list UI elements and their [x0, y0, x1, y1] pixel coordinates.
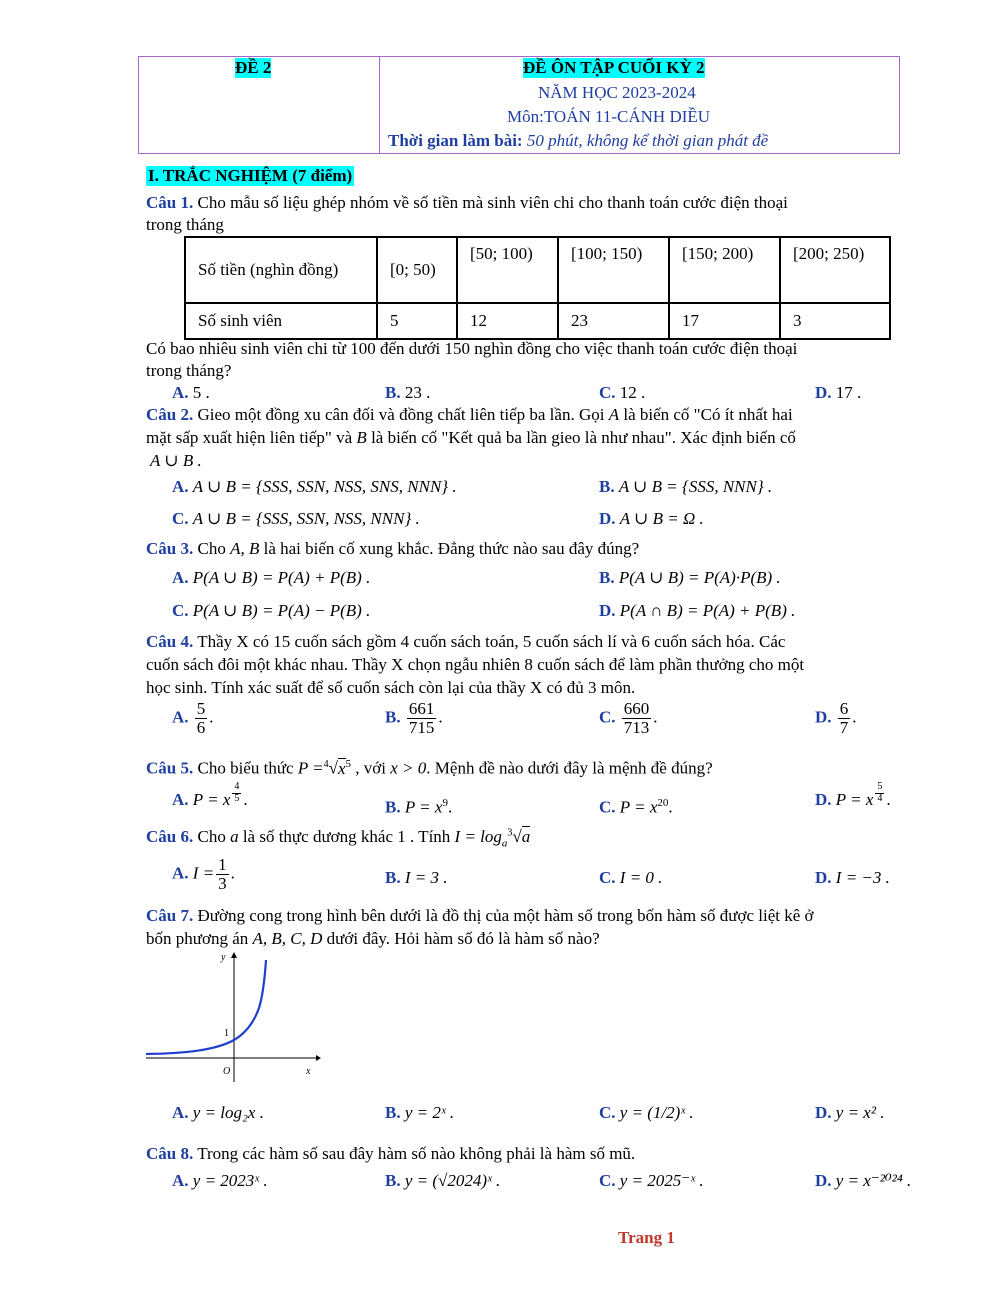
q4-answer-c[interactable]: C. $\frac{660}{713}$ . — [599, 699, 658, 737]
q6-answer-c[interactable]: C. I = 0 . — [599, 868, 663, 887]
q1-line1 — [146, 193, 788, 213]
q1-text2: trong tháng — [146, 215, 224, 234]
q7-answer-a[interactable]: A. y = log₂x . — [172, 1103, 264, 1122]
table-cell: Số tiền (nghìn đồng) — [185, 237, 377, 303]
q2-expr: A ∪ B . — [150, 451, 202, 470]
q4-line3: học sinh. Tính xác suất để số cuốn sách còn lại của thầy X có đủ 3 môn. — [146, 678, 636, 697]
q5-line: Câu 5. Cho biểu thức $P =^4√x^5$ , với x > 0. Mệnh đề nào dưới đây là mệnh đề đúng? — [146, 758, 713, 778]
q6-answer-b[interactable]: B. I = 3 . — [385, 868, 448, 887]
q3-answer-c[interactable]: C. P(A ∪ B) = P(A) − P(B) . — [172, 601, 371, 620]
x-axis-arrow — [316, 1055, 321, 1061]
q7-line1: Câu 7. Đường cong trong hình bên dưới là đồ thị của một hàm số trong bốn hàm số được liệt kê ở — [146, 906, 814, 925]
q2-answer-b[interactable]: B. A ∪ B = {SSS, NNN} . — [599, 477, 773, 496]
q4-line2: cuốn sách đôi một khác nhau. Thầy X chọn ngẫu nhiên 8 cuốn sách để làm phần thưởng cho một — [146, 655, 805, 674]
q1-label: Câu 1. — [146, 193, 194, 212]
origin-label: O — [223, 1066, 231, 1077]
q6-answer-d[interactable]: D. I = −3 . — [815, 868, 890, 887]
q1-answer-b[interactable]: B. 23 . — [385, 383, 431, 402]
table-cell: 23 — [558, 303, 669, 339]
one-label: 1 — [224, 1028, 229, 1039]
q5-answer-b[interactable]: B. $P = x^9$. — [385, 797, 453, 817]
q3-answer-d[interactable]: D. P(A ∩ B) = P(A) + P(B) . — [599, 601, 796, 620]
q7-answer-d[interactable]: D. y = x² . — [815, 1103, 885, 1122]
q2-answer-d[interactable]: D. A ∪ B = Ω . — [599, 509, 704, 528]
q4-line1: Câu 4. Thầy X có 15 cuốn sách gồm 4 cuốn sách toán, 5 cuốn sách lí và 6 cuốn sách hóa. Các — [146, 632, 786, 651]
q2-line1: Câu 2. Gieo một đồng xu cân đối và đồng chất liên tiếp ba lần. Gọi A là biến cố "Có ít nhất hai — [146, 405, 793, 424]
table-cell: 5 — [377, 303, 457, 339]
table-row — [185, 237, 890, 303]
x-label: x — [306, 1066, 311, 1077]
q3-answer-b[interactable]: B. P(A ∪ B) = P(A)·P(B) . — [599, 568, 781, 587]
q2-answer-a[interactable]: A. A ∪ B = {SSS, SSN, NSS, SNS, NNN} . — [172, 477, 457, 496]
q4-answer-a[interactable]: A. $\frac{5}{6}$ . — [172, 699, 214, 737]
table-cell: Số sinh viên — [185, 303, 377, 339]
q4-answer-d[interactable]: D. $\frac{6}{7}$ . — [815, 699, 857, 737]
exam-code: ĐỀ 2 — [235, 58, 272, 77]
school-year: NĂM HỌC 2023-2024 — [538, 83, 696, 102]
q6-line: Câu 6. Cho a là số thực dương khác 1 . Tính $I = \log_a^3√a$ — [146, 827, 531, 850]
y-axis-arrow — [231, 952, 237, 958]
q8-line: Câu 8. Trong các hàm số sau đây hàm số nào không phải là hàm số mũ. — [146, 1144, 636, 1163]
q3-answer-a[interactable]: A. P(A ∪ B) = P(A) + P(B) . — [172, 568, 371, 587]
q4-answer-b[interactable]: B. $\frac{661}{715}$ . — [385, 699, 443, 737]
q2-line2: mặt sấp xuất hiện liên tiếp" và B là biến cố "Kết quả ba lần gieo là như nhau". Xác định biến cố — [146, 428, 796, 447]
q5-answer-c[interactable]: C. $P = x^{20}$. — [599, 797, 673, 817]
q1-table — [184, 236, 891, 340]
q1-text1: Cho mẫu số liệu ghép nhóm về số tiền mà sinh viên chi cho thanh toán cước điện thoại — [197, 193, 788, 212]
q6-answer-a[interactable]: A. I = $\frac{1}{3}$ . — [172, 855, 235, 893]
table-cell: [150; 200) — [669, 237, 780, 303]
q3-line: Câu 3. Cho A, B là hai biến cố xung khắc. Đẳng thức nào sau đây đúng? — [146, 539, 640, 558]
q5-answer-a[interactable]: A. P = x $\frac{4}{5}$ . — [172, 781, 248, 809]
q8-answer-d[interactable]: D. y = x⁻²⁰²⁴ . — [815, 1171, 912, 1190]
table-cell: [0; 50) — [377, 237, 457, 303]
q1-ask2: trong tháng? — [146, 361, 232, 380]
table-cell: 3 — [780, 303, 890, 339]
q1-answer-d[interactable]: D. 17 . — [815, 383, 862, 402]
q7-answer-c[interactable]: C. y = (1/2)ˣ . — [599, 1103, 694, 1122]
q1-answer-c[interactable]: C. 12 . — [599, 383, 646, 402]
q8-answer-c[interactable]: C. y = 2025⁻ˣ . — [599, 1171, 704, 1190]
q7-line2: bốn phương án A, B, C, D dưới đây. Hỏi hàm số đó là hàm số nào? — [146, 929, 600, 948]
q8-answer-b[interactable]: B. y = (√2024)ˣ . — [385, 1171, 501, 1190]
exp-curve — [146, 960, 266, 1054]
table-cell: [50; 100) — [457, 237, 558, 303]
table-cell: 12 — [457, 303, 558, 339]
time-value: 50 phút, không kể thời gian phát đề — [526, 131, 769, 150]
section-title: I. TRẮC NGHIỆM (7 điểm) — [148, 166, 353, 185]
table-cell: [100; 150) — [558, 237, 669, 303]
table-row — [185, 303, 890, 339]
q1-ask1: Có bao nhiêu sinh viên chi từ 100 đến dưới 150 nghìn đồng cho việc thanh toán cước điện thoại — [146, 339, 798, 358]
table-cell: [200; 250) — [780, 237, 890, 303]
table-cell: 17 — [669, 303, 780, 339]
time-line — [388, 131, 768, 151]
page-number: Trang 1 — [618, 1228, 675, 1247]
subject: Môn:TOÁN 11-CÁNH DIỀU — [507, 107, 711, 126]
q1-answer-a[interactable]: A. 5 . — [172, 383, 210, 402]
q8-answer-a[interactable]: A. y = 2023ˣ . — [172, 1171, 268, 1190]
q7-graph — [146, 950, 321, 1082]
q7-answer-b[interactable]: B. y = 2ˣ . — [385, 1103, 455, 1122]
q2-answer-c[interactable]: C. A ∪ B = {SSS, SSN, NSS, NNN} . — [172, 509, 420, 528]
header-divider — [379, 57, 380, 153]
q5-answer-d[interactable]: D. P = x $\frac{5}{4}$ . — [815, 781, 891, 809]
exam-title: ĐỀ ÔN TẬP CUỐI KỲ 2 — [523, 58, 705, 77]
time-label: Thời gian làm bài: — [388, 131, 523, 150]
y-label: y — [221, 952, 226, 963]
